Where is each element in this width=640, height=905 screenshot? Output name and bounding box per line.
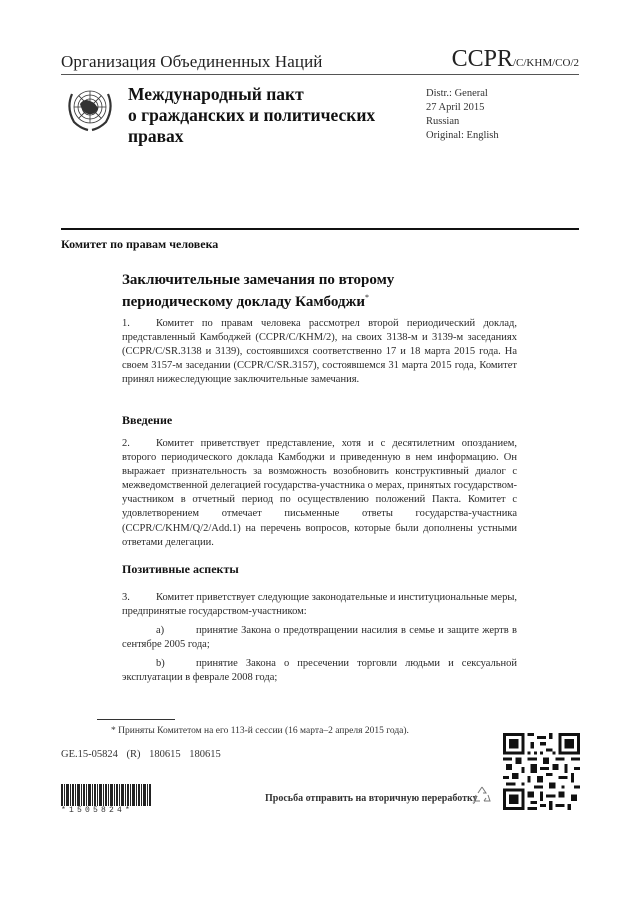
paragraph-number: 2. (122, 438, 130, 449)
document-date: 27 April 2015 (426, 102, 485, 113)
heading-introduction: Введение (122, 413, 173, 427)
distribution-info (426, 87, 499, 143)
job-number: GE.15-05824 (R) 180615 180615 (61, 749, 221, 760)
recycle-icon (471, 784, 493, 806)
footnote-rule (97, 719, 175, 720)
paragraph-number: 3. (122, 592, 130, 603)
list-item-text: принятие Закона о предотвращении насилия в семье и защите жертв в сентябре 2005 года; (122, 625, 517, 651)
barcode-icon (61, 784, 151, 806)
paragraph-text: Комитет приветствует представление, хотя и с десятилетним опозданием, второго периодического доклада Камбоджи и приведенную в нем информацию. Он выражает признательность за возможность возобновить конструктивный диалог с межведомственной делегацией государства-участника о мерах, принятых государством-участником в отчетный период по осуществлению положений Пакта. Комитет с удовлетворением отмечает письменные ответы государства-участника (CCPR/C/KHM/Q/2/Add.1) на перечень вопросов, которые были дополнены устными ответами делегации. (122, 438, 517, 548)
list-item-a (122, 624, 517, 652)
symbol-main: CCPR (451, 46, 513, 72)
title-line: о гражданских и политических (128, 105, 376, 125)
paragraph-2 (122, 437, 517, 550)
symbol-sub: /C/KHM/CO/2 (512, 57, 579, 69)
document-title (122, 271, 394, 311)
recycle-notice: Просьба отправить на вторичную переработку (265, 793, 478, 804)
document-title-line2: периодическому докладу Камбоджи (122, 294, 366, 310)
un-emblem-icon (64, 82, 116, 134)
document-title-line1: Заключительные замечания по второму (122, 272, 395, 288)
heading-positive-aspects: Позитивные аспекты (122, 562, 239, 576)
barcode-number: *1505824* (61, 806, 134, 815)
original-language: Original: English (426, 130, 499, 141)
footnote: * Приняты Комитетом на его 113-й сессии (16 марта–2 апреля 2015 года). (111, 726, 409, 736)
document-language: Russian (426, 116, 460, 127)
title-line: правах (128, 126, 184, 146)
paragraph-text: Комитет по правам человека рассмотрел второй периодический доклад, представленный Камбоджей (CCPR/C/KHM/2), на своих 3138-м и 3139-м заседаниях (CCPR/C/SR.3138 и 3139), состоявшихся соответственно 17 и 18 марта 2015 года. На своем 3157-м заседании (CCPR/C/SR.3157), состоявшемся 31 марта 2015 года, Комитет принял нижеследующие заключительные замечания. (122, 318, 517, 386)
committee-name: Комитет по правам человека (61, 237, 219, 251)
document-symbol (452, 46, 579, 73)
header-rule (61, 74, 579, 75)
treaty-title (128, 84, 375, 147)
paragraph-1 (122, 317, 517, 387)
paragraph-number: 1. (122, 318, 130, 329)
section-rule (61, 228, 579, 230)
list-item-b (122, 657, 517, 685)
list-item-text: принятие Закона о пресечении торговли людьми и сексуальной эксплуатации в феврале 2008 года; (122, 658, 517, 684)
list-item-letter: a) (156, 625, 165, 636)
title-line: Международный пакт (128, 84, 304, 104)
distribution-status: Distr.: General (426, 88, 488, 99)
footnote-marker[interactable]: * (365, 293, 370, 302)
paragraph-3 (122, 591, 517, 619)
organization-name: Организация Объединенных Наций (61, 52, 323, 71)
paragraph-text: Комитет приветствует следующие законодательные и институциональные меры, предпринятые государством-участником: (122, 592, 517, 618)
qr-code-icon (503, 733, 580, 810)
list-item-letter: b) (156, 658, 165, 669)
